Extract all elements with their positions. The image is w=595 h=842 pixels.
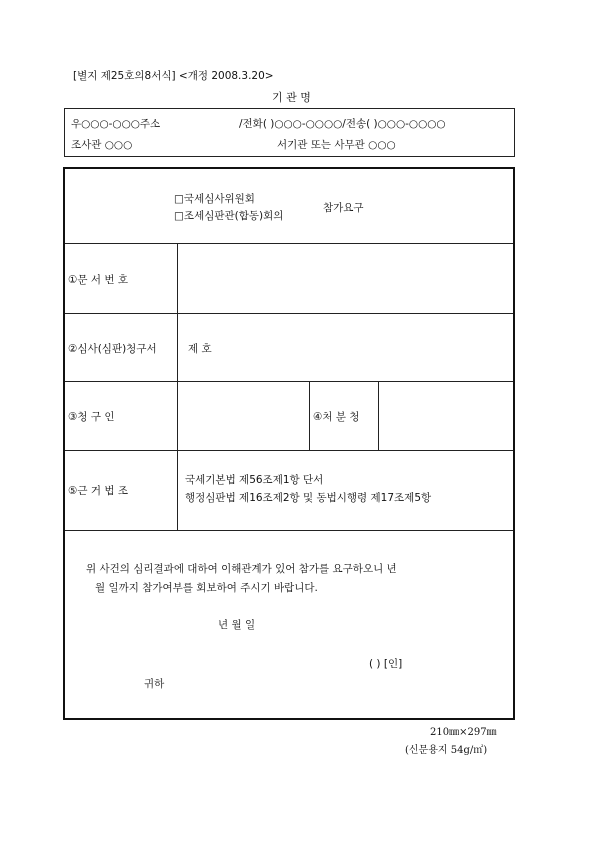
agency-name: 기 관 명 bbox=[272, 91, 311, 104]
request-text-line-2: 월 일까지 참가여부를 회보하여 주시기 바랍니다. bbox=[95, 582, 318, 594]
row-divider bbox=[65, 313, 513, 314]
address-text: 우○○○-○○○주소 bbox=[71, 118, 161, 130]
claimant-label: ③청 구 인 bbox=[68, 411, 115, 423]
legal-basis-label: ⑤근 거 법 조 bbox=[68, 485, 128, 497]
request-text-line-1: 위 사건의 심리결과에 대하여 이해관계가 있어 참가를 요구하오니 년 bbox=[86, 563, 397, 575]
legal-basis-line-2: 행정심판법 제16조제2항 및 동법시행령 제17조제5항 bbox=[185, 492, 432, 504]
column-divider bbox=[177, 243, 178, 530]
column-divider bbox=[309, 381, 310, 450]
addressee: 귀하 bbox=[144, 678, 165, 690]
option-tax-tribunal-meeting: □조세심판관(합동)회의 bbox=[174, 210, 284, 222]
seal-line: ( ) [인] bbox=[369, 658, 403, 670]
form-title: 참가요구 bbox=[323, 202, 364, 214]
secretary-text: 서기관 또는 사무관 ○○○ bbox=[277, 139, 396, 151]
column-divider bbox=[378, 381, 379, 450]
letterhead-box bbox=[64, 108, 515, 157]
row-divider bbox=[65, 243, 513, 244]
row-divider bbox=[65, 530, 513, 531]
date-line: 년 월 일 bbox=[218, 619, 256, 631]
claim-document-label: ②심사(심판)청구서 bbox=[68, 343, 157, 355]
form-label: [별지 제25호의8서식] <개정 2008.3.20> bbox=[73, 70, 274, 82]
paper-type: (신문용지 54g/㎡) bbox=[405, 745, 488, 756]
doc-number-label: ①문 서 번 호 bbox=[68, 274, 128, 286]
phone-fax-text: /전화( )○○○-○○○○/전송( )○○○-○○○○ bbox=[239, 118, 446, 130]
option-tax-review-committee: □국세심사위원회 bbox=[174, 193, 255, 205]
paper-size: 210㎜×297㎜ bbox=[430, 727, 497, 738]
row-divider bbox=[65, 381, 513, 382]
disposing-office-label: ④처 분 청 bbox=[313, 411, 360, 423]
row-divider bbox=[65, 450, 513, 451]
legal-basis-line-1: 국세기본법 제56조제1항 단서 bbox=[185, 474, 324, 486]
form-frame bbox=[63, 167, 515, 720]
inspector-text: 조사관 ○○○ bbox=[71, 139, 133, 151]
claim-document-number: 제 호 bbox=[188, 343, 212, 355]
